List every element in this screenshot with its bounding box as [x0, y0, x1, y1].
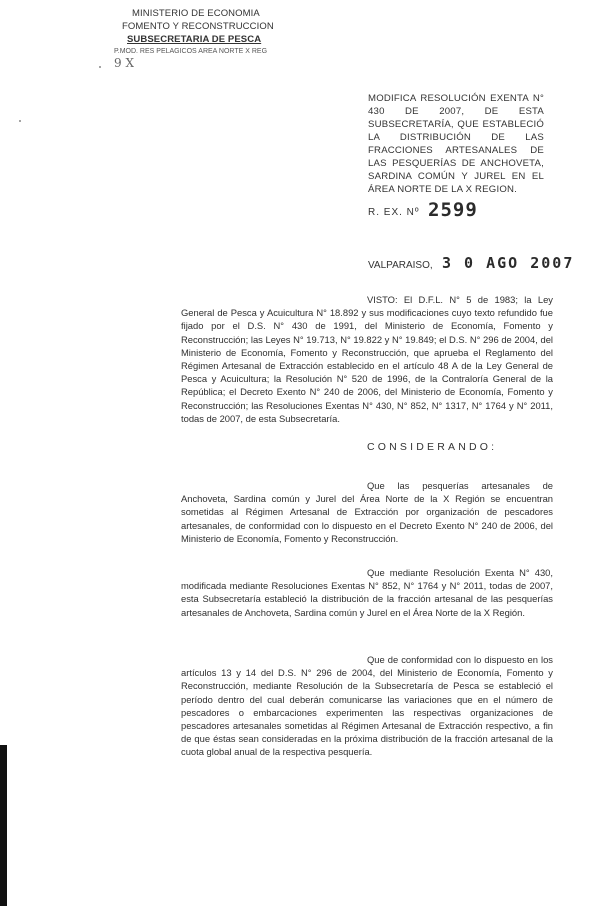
- ministry-name: MINISTERIO DE ECONOMIA: [132, 8, 260, 19]
- visto-text: VISTO: El D.F.L. N° 5 de 1983; la Ley General de Pesca y Acuicultura N° 18.892 y sus modificaciones cuyo texto refundido fue fijado por el D.S. N° 430 de 1991, del Ministerio de Economía, Fomento y Reconstrucción; las Leyes N° 19.713, N° 19.822 y N° 19.849; el D.S. N° 296 de 2004, del Ministerio de Economía, Fomento y Reconstrucción, que aprueba el Reglamento del Régimen Artesanal de Extracción establecido en el artículo 48 A de la Ley General de Pesca y Acuicultura; la Resolución N° 520 de 1996, de la Contraloría General de la República; el Decreto Exento N° 240 de 2006, del Ministerio de Economía, Fomento y Reconstrucción; las Resoluciones Exentas N° 430, N° 852, N° 1317, N° 1764 y N° 2011, todas de 2007, de esta Subsecretaría.: [181, 294, 553, 424]
- scan-edge-shadow: [0, 745, 7, 906]
- considerando-paragraph-3: [181, 653, 553, 759]
- considerando-heading: CONSIDERANDO:: [367, 441, 498, 453]
- resolution-title: MODIFICA RESOLUCIÓN EXENTA N° 430 DE 2007, DE ESTA SUBSECRETARÍA, QUE ESTABLECIÓ LA DISTRIBUCIÓN DE LAS FRACCIONES ARTESANALES DE LAS PESQUERÍAS DE ANCHOVETA, SARDINA COMÚN Y JUREL EN EL ÁREA NORTE DE LA X REGION.: [368, 93, 544, 195]
- reference-code: P.MOD. RES PELAGICOS AREA NORTE X REG: [114, 48, 268, 55]
- place-label: VALPARAISO,: [368, 260, 433, 271]
- considerando-paragraph-2: [181, 566, 553, 619]
- considerando-text-3: Que de conformidad con lo dispuesto en los artículos 13 y 14 del D.S. N° 296 de 2004, del Ministerio de Economía, Fomento y Reconstrucción, mediante Resolución de la Subsecretaría de Pesca se estableció el período dentro del cual deberán comunicarse las variaciones que en el número de pescadores o embarcaciones experimenten las respectivas organizaciones de pescadores artesanales sometidas al Régimen Artesanal de Extracción respectivo, a fin de que éstas sean consideradas en la próxima distribución de la fracción artesanal de la cuota global anual de la respectiva pesquería.: [181, 654, 553, 758]
- scan-speck: [19, 120, 21, 122]
- resolution-number: 2599: [428, 199, 478, 221]
- considerando-text-2: Que mediante Resolución Exenta N° 430, modificada mediante Resoluciones Exentas N° 852, N° 1764 y N° 2011, todas de 2007, esta Subsecretaría estableció la distribución de la fracción artesanal de las pesquerías artesanales de Anchoveta, Sardina común y Jurel en el Área Norte de la X Región.: [181, 567, 553, 618]
- date-stamp: 3 0 AGO 2007: [442, 254, 575, 272]
- handwritten-initials: 9 X: [114, 56, 134, 70]
- considerando-text-1: Que las pesquerías artesanales de Anchoveta, Sardina común y Jurel del Área Norte de la X Región se encuentran sometidas al Régimen Artesanal de Extracción por organización de pescadores artesanales, de conformidad con lo dispuesto en el Decreto Exento N° 240 de 2006, del Ministerio de Economía, Fomento y Reconstrucción.: [181, 480, 553, 544]
- resolution-label: R. EX. Nº: [368, 207, 420, 218]
- considerando-paragraph-1: [181, 479, 553, 545]
- subsecretaria-name: SUBSECRETARIA DE PESCA: [127, 34, 262, 45]
- scan-speck: [99, 66, 101, 68]
- ministry-name-line2: FOMENTO Y RECONSTRUCCION: [122, 21, 274, 32]
- visto-paragraph: [181, 293, 553, 425]
